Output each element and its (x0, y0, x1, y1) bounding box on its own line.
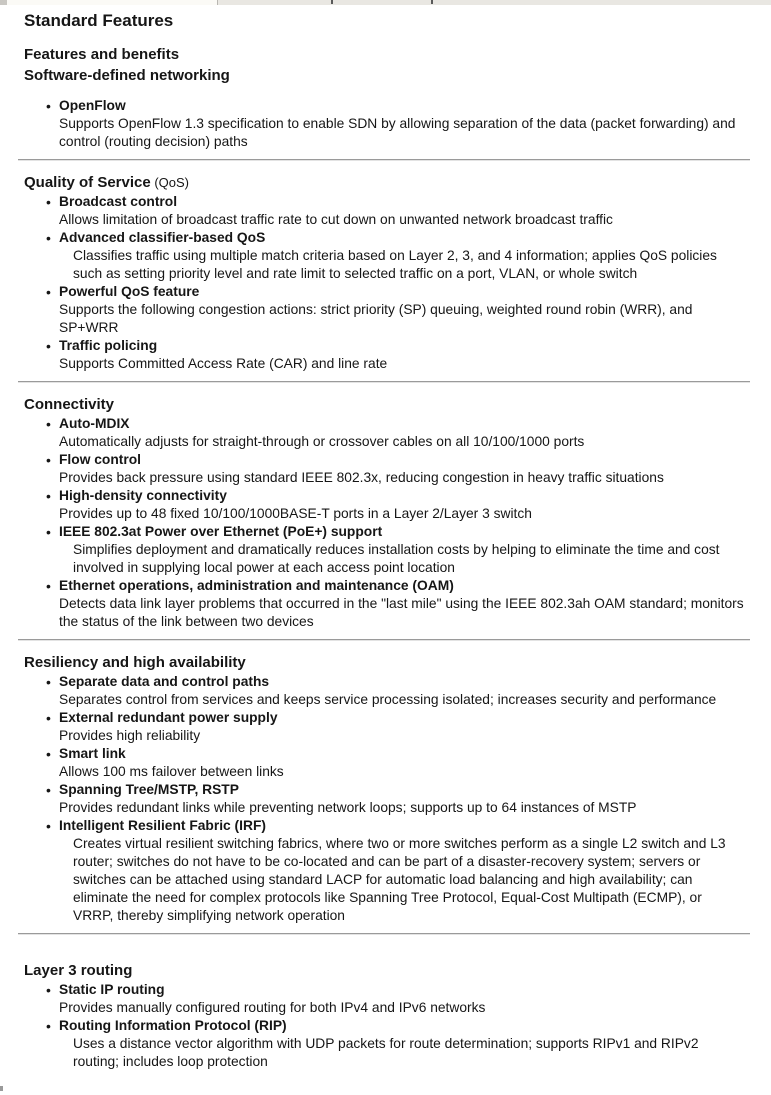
section-divider (18, 159, 750, 161)
section-heading-row (24, 962, 745, 979)
feature-list (0, 981, 771, 1071)
feature-section (0, 654, 771, 925)
feature-item (45, 673, 745, 709)
section-heading-row (24, 654, 745, 671)
feature-title: Broadcast control (59, 194, 178, 209)
feature-title: External redundant power supply (59, 710, 278, 725)
section-heading: Software-defined networking (24, 67, 230, 84)
feature-description: Uses a distance vector algorithm with UDP packets for route determination; supports RIPv1 and RIPv2 routing; includes loop protection (73, 1036, 699, 1069)
feature-title: Spanning Tree/MSTP, RSTP (59, 782, 239, 797)
bullet-icon: • (46, 452, 51, 468)
section-heading: Quality of Service (24, 174, 151, 191)
feature-item (45, 577, 745, 631)
feature-item (45, 1017, 745, 1071)
feature-title: Auto-MDIX (59, 416, 130, 431)
feature-list (0, 193, 771, 373)
feature-section (0, 174, 771, 373)
section-divider (18, 381, 750, 383)
feature-item (45, 981, 745, 1017)
features-document (0, 67, 771, 1071)
bullet-icon: • (46, 982, 51, 998)
feature-title: Traffic policing (59, 338, 158, 353)
bullet-icon: • (46, 578, 51, 594)
selected-tab-remnant[interactable] (0, 0, 218, 5)
tab-strip-remnant (0, 0, 771, 5)
feature-item (45, 229, 745, 283)
section-heading: Layer 3 routing (24, 962, 133, 979)
feature-description: Provides back pressure using standard IEEE 802.3x, reducing congestion in heavy traffic situations (59, 470, 664, 485)
feature-description: Provides redundant links while preventing network loops; supports up to 64 instances of MSTP (59, 800, 637, 815)
feature-description: Provides up to 48 fixed 10/100/1000BASE-T ports in a Layer 2/Layer 3 switch (59, 506, 532, 521)
feature-description: Supports OpenFlow 1.3 specification to enable SDN by allowing separation of the data (packet forwarding) and control (routing decision) paths (59, 116, 736, 149)
section-divider (18, 933, 750, 935)
bullet-icon: • (46, 1018, 51, 1034)
feature-title: Static IP routing (59, 982, 165, 997)
feature-description: Creates virtual resilient switching fabrics, where two or more switches perform as a single L2 switch and L3 router; switches do not have to be co-located and can be part of a disaster-recovery system; servers or switches can be attached using standard LACP for automatic load balancing and high availability; can eliminate the need for complex protocols like Spanning Tree Protocol, Equal-Cost Multipath (ECMP), or VRRP, thereby simplifying network operation (73, 836, 726, 923)
bullet-icon: • (46, 98, 51, 114)
feature-list (0, 97, 771, 151)
bullet-icon: • (46, 194, 51, 210)
bullet-icon: • (46, 710, 51, 726)
feature-title: Intelligent Resilient Fabric (IRF) (59, 818, 266, 833)
feature-item (45, 193, 745, 229)
feature-item (45, 781, 745, 817)
section-heading-row (24, 396, 745, 413)
feature-description: Allows limitation of broadcast traffic rate to cut down on unwanted network broadcast traffic (59, 212, 613, 227)
feature-item (45, 817, 745, 925)
section-heading-suffix: (QoS) (150, 175, 190, 190)
section-heading-row (24, 67, 745, 84)
feature-title: Separate data and control paths (59, 674, 270, 689)
feature-item (45, 523, 745, 577)
bullet-icon: • (46, 746, 51, 762)
feature-description: Simplifies deployment and dramatically reduces installation costs by helping to eliminate the time and cost involved in supplying local power at each access point location (73, 542, 720, 575)
section-divider (18, 639, 750, 641)
feature-title: OpenFlow (59, 98, 126, 113)
feature-title: High-density connectivity (59, 488, 227, 503)
feature-item (45, 745, 745, 781)
feature-item (45, 97, 745, 151)
feature-description: Provides high reliability (59, 728, 201, 743)
feature-description: Classifies traffic using multiple match criteria based on Layer 2, 3, and 4 information; applies QoS policies such as setting priority level and rate limit to selected traffic on a port, VLAN, or whole switch (73, 248, 717, 281)
feature-description: Provides manually configured routing for both IPv4 and IPv6 networks (59, 1000, 486, 1015)
feature-item (45, 415, 745, 451)
feature-title: Flow control (59, 452, 142, 467)
section-heading-row (24, 174, 745, 191)
feature-item (45, 283, 745, 337)
feature-title: Smart link (59, 746, 126, 761)
section-heading: Connectivity (24, 396, 115, 413)
cutoff-text-mark (331, 0, 333, 4)
feature-item (45, 709, 745, 745)
feature-list (0, 415, 771, 631)
page-edge-artifact (0, 1086, 3, 1091)
bullet-icon: • (46, 416, 51, 432)
feature-description: Automatically adjusts for straight-through or crossover cables on all 10/100/1000 ports (59, 434, 585, 449)
feature-description: Supports the following congestion actions: strict priority (SP) queuing, weighted round robin (WRR), and SP+WRR (59, 302, 693, 335)
feature-item (45, 487, 745, 523)
feature-section (0, 396, 771, 631)
bullet-icon: • (46, 338, 51, 354)
feature-title: Routing Information Protocol (RIP) (59, 1018, 287, 1033)
feature-description: Separates control from services and keeps service processing isolated; increases security and performance (59, 692, 717, 707)
feature-description: Supports Committed Access Rate (CAR) and line rate (59, 356, 388, 371)
feature-description: Detects data link layer problems that occurred in the "last mile" using the IEEE 802.3ah OAM standard; monitors the status of the link between two devices (59, 596, 744, 629)
cutoff-text-mark (431, 0, 433, 4)
feature-title: IEEE 802.3at Power over Ethernet (PoE+) support (59, 524, 383, 539)
feature-list (0, 673, 771, 925)
feature-description: Allows 100 ms failover between links (59, 764, 284, 779)
page-title: Standard Features (24, 11, 174, 30)
feature-item (45, 337, 745, 373)
bullet-icon: • (46, 524, 51, 540)
feature-title: Ethernet operations, administration and maintenance (OAM) (59, 578, 454, 593)
feature-section (0, 67, 771, 151)
feature-item (45, 451, 745, 487)
features-benefits-heading: Features and benefits (24, 46, 180, 63)
bullet-icon: • (46, 230, 51, 246)
feature-title: Powerful QoS feature (59, 284, 200, 299)
section-heading: Resiliency and high availability (24, 654, 246, 671)
bullet-icon: • (46, 818, 51, 834)
bullet-icon: • (46, 674, 51, 690)
feature-title: Advanced classifier-based QoS (59, 230, 266, 245)
tab-edge-mark (0, 0, 7, 5)
bullet-icon: • (46, 782, 51, 798)
bullet-icon: • (46, 488, 51, 504)
bullet-icon: • (46, 284, 51, 300)
feature-section (0, 962, 771, 1071)
